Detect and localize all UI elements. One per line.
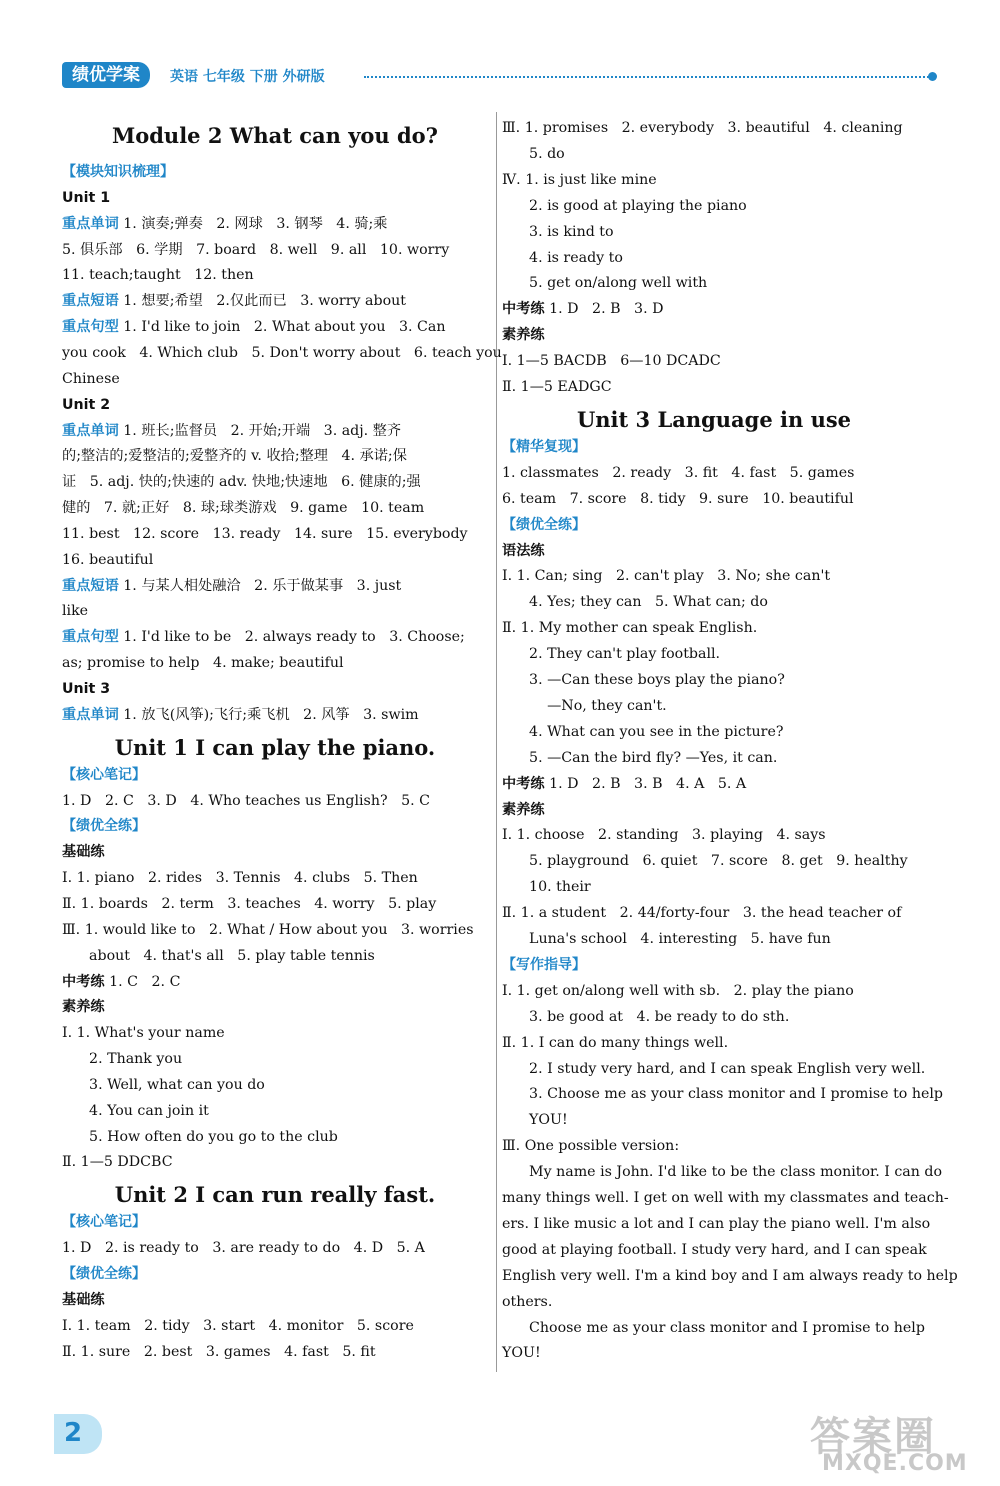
watermark-site: MXQE.COM xyxy=(822,1451,968,1476)
answer-line xyxy=(502,196,747,216)
section-tag: 【绩优全练】 xyxy=(62,1266,146,1282)
answer-line xyxy=(62,317,446,337)
answer-line xyxy=(502,1162,942,1182)
answer-line xyxy=(62,1152,173,1172)
section-tag: 【精华复现】 xyxy=(502,438,586,455)
unit-heading: Unit 3 Language in use xyxy=(576,406,852,432)
line-text: 3. is kind to xyxy=(502,223,614,240)
answer-line xyxy=(502,825,826,845)
line-text: Ⅱ. 1. I can do many things well. xyxy=(502,1034,729,1051)
line-text: 1. D 2. B 3. B 4. A 5. A xyxy=(549,775,747,792)
section-tag: 【绩优全练】 xyxy=(502,516,586,533)
answer-line xyxy=(502,170,657,190)
line-text: 1. I'd like to join 2. What about you 3. Can xyxy=(123,319,446,336)
answer-line xyxy=(502,929,831,949)
answer-line xyxy=(502,1214,930,1234)
answer-line xyxy=(502,1084,943,1104)
answer-line xyxy=(62,1101,209,1121)
answer-line xyxy=(62,1127,338,1147)
line-label: 中考练 xyxy=(62,973,105,990)
line-text: 1. 想要;希望 2.仅此而已 3. worry about xyxy=(123,293,406,310)
answer-line xyxy=(62,291,406,311)
answer-line xyxy=(62,214,388,234)
page-number: 2 xyxy=(64,1418,83,1448)
answer-line xyxy=(62,1316,414,1336)
line-text: 1. 班长;监督员 2. 开始;开端 3. adj. 整齐 xyxy=(123,422,402,439)
line-text: many things well. I get on well with my classmates and teach- xyxy=(502,1190,949,1206)
line-label: 中考练 xyxy=(502,775,545,792)
line-text: as; promise to help 4. make; beautiful xyxy=(62,655,344,672)
answer-line xyxy=(502,903,901,923)
line-text: 1. 与某人相处融洽 2. 乐于做某事 3. just xyxy=(123,577,402,594)
line-text: you cook 4. Which club 5. Don't worry about 6. teach you xyxy=(62,344,502,361)
answer-line xyxy=(62,343,502,363)
line-text: 1. classmates 2. ready 3. fit 4. fast 5. games xyxy=(502,464,855,481)
line-text: 5. —Can the bird fly? —Yes, it can. xyxy=(502,749,778,766)
answer-line xyxy=(62,627,465,647)
line-label: 重点单词 xyxy=(62,706,119,723)
answer-line xyxy=(502,670,785,690)
answer-line xyxy=(62,369,120,389)
line-text: 1. C 2. C xyxy=(109,973,181,990)
answer-line xyxy=(502,273,707,293)
line-text: ers. I like music a lot and I can play the piano well. I'm also xyxy=(502,1215,931,1232)
line-text: Ⅰ. 1. choose 2. standing 3. playing 4. says xyxy=(502,827,826,844)
line-text: Ⅱ. 1. boards 2. term 3. teaches 4. worry 5. play xyxy=(62,895,437,912)
line-text: My name is John. I'd like to be the class monitor. I can do xyxy=(502,1164,943,1181)
answer-line xyxy=(62,1023,225,1043)
line-text: 证 5. adj. 快的;快速的 adv. 快地;快速地 6. 健康的;强 xyxy=(62,474,421,491)
answer-line xyxy=(62,946,375,966)
line-text: 5. How often do you go to the club xyxy=(62,1128,338,1145)
subsection-label: 基础练 xyxy=(62,1291,105,1308)
answer-line xyxy=(502,351,721,371)
answer-line xyxy=(62,972,180,992)
line-text: YOU! xyxy=(502,1345,541,1362)
answer-line xyxy=(502,981,854,1001)
line-text: YOU! xyxy=(502,1112,568,1129)
line-text: like xyxy=(62,603,89,620)
line-label: 重点句型 xyxy=(62,319,119,336)
answer-line xyxy=(502,248,623,268)
line-text: 1. D 2. B 3. D xyxy=(549,301,664,318)
line-text: others. xyxy=(502,1293,553,1310)
answer-line xyxy=(62,550,153,570)
line-label: 中考练 xyxy=(502,301,545,318)
answer-line xyxy=(62,705,419,725)
answer-line xyxy=(502,774,746,794)
answer-line xyxy=(502,1240,927,1260)
line-label: 重点单词 xyxy=(62,422,119,439)
answer-line xyxy=(502,1007,789,1027)
line-text: English very well. I'm a kind boy and I am always ready to help xyxy=(502,1267,958,1284)
line-text: 5. 俱乐部 6. 学期 7. board 8. well 9. all 10. worry xyxy=(62,241,450,258)
line-text: Ⅲ. One possible version: xyxy=(502,1138,680,1155)
line-text: 3. Choose me as your class monitor and I promise to help xyxy=(502,1086,943,1103)
line-text: Ⅰ. 1. get on/along well with sb. 2. play the piano xyxy=(502,982,854,999)
answer-line xyxy=(62,1049,182,1069)
header-dot xyxy=(928,72,937,81)
line-text: 5. playground 6. quiet 7. score 8. get 9. healthy xyxy=(502,853,908,870)
header-dotted-line xyxy=(364,76,932,78)
line-text: Ⅰ. 1. What's your name xyxy=(62,1025,225,1042)
line-label: 重点句型 xyxy=(62,629,119,646)
answer-line xyxy=(502,144,565,164)
module-title: Module 2 What can you do? xyxy=(111,123,438,148)
book-subtitle: 英语 七年级 下册 外研版 xyxy=(170,69,325,85)
answer-line xyxy=(62,576,401,596)
answer-line xyxy=(502,1110,568,1130)
answer-line xyxy=(502,1136,679,1156)
line-text: 3. Well, what can you do xyxy=(62,1076,265,1093)
unit-heading: Unit 2 I can run really fast. xyxy=(114,1182,436,1208)
subsection-label: Unit 3 xyxy=(62,681,111,697)
answer-line xyxy=(502,463,854,483)
line-text: 1. I'd like to be 2. always ready to 3. Choose; xyxy=(123,629,465,646)
answer-line xyxy=(502,1188,949,1208)
line-label: 重点单词 xyxy=(62,215,119,232)
line-text: Ⅱ. 1. My mother can speak English. xyxy=(502,620,758,637)
line-text: good at playing football. I study very hard, and I can speak xyxy=(502,1241,927,1258)
subsection-label: 素养练 xyxy=(62,999,105,1016)
column-divider xyxy=(496,112,497,1372)
answer-line xyxy=(502,1033,728,1053)
line-text: Choose me as your class monitor and I promise to help xyxy=(502,1319,925,1336)
answer-line xyxy=(502,851,908,871)
answer-line xyxy=(62,868,418,888)
line-text: 2. is good at playing the piano xyxy=(502,197,747,214)
line-text: 的;整洁的;爱整洁的;爱整齐的 v. 收拾;整理 4. 承诺;保 xyxy=(62,448,407,465)
answer-line xyxy=(502,566,830,586)
answer-line xyxy=(502,118,903,138)
answer-line xyxy=(502,299,663,319)
line-text: 4. What can you see in the picture? xyxy=(502,723,784,740)
line-text: —No, they can't. xyxy=(502,697,667,714)
answer-line xyxy=(62,601,88,621)
line-text: Luna's school 4. interesting 5. have fun xyxy=(502,931,831,947)
subsection-label: Unit 1 xyxy=(62,189,111,206)
answer-line xyxy=(502,748,777,768)
answer-line xyxy=(502,696,667,716)
answer-line xyxy=(502,1292,552,1312)
answer-line xyxy=(62,653,344,673)
answer-line xyxy=(502,1266,958,1286)
line-text: 4. Yes; they can 5. What can; do xyxy=(502,594,768,611)
answer-line xyxy=(502,1059,925,1079)
line-text: 1. D 2. is ready to 3. are ready to do 4. D 5. A xyxy=(62,1240,425,1257)
answer-line xyxy=(62,894,436,914)
line-text: Chinese xyxy=(62,370,120,387)
page-header xyxy=(62,60,942,90)
line-text: Ⅰ. 1—5 BACDB 6—10 DCADC xyxy=(502,353,721,370)
line-text: 3. be good at 4. be ready to do sth. xyxy=(502,1008,790,1025)
line-text: 16. beautiful xyxy=(62,551,154,568)
section-tag: 【核心笔记】 xyxy=(62,1214,146,1231)
brand-label: 绩优学案 xyxy=(62,62,150,88)
line-text: 5. get on/along well with xyxy=(502,275,708,292)
answer-line xyxy=(62,498,424,518)
answer-line xyxy=(502,722,783,742)
answer-line xyxy=(62,446,407,466)
answer-line xyxy=(502,644,720,664)
answer-line xyxy=(62,421,401,441)
line-text: 2. They can't play football. xyxy=(502,646,721,663)
line-text: about 4. that's all 5. play table tennis xyxy=(62,947,375,964)
line-text: Ⅳ. 1. is just like mine xyxy=(502,171,657,188)
page-number-tab xyxy=(54,1414,102,1454)
line-text: Ⅰ. 1. piano 2. rides 3. Tennis 4. clubs 5. Then xyxy=(62,870,418,887)
line-text: 2. Thank you xyxy=(62,1051,183,1068)
line-text: Ⅱ. 1. a student 2. 44/forty-four 3. the head teacher of xyxy=(502,905,902,922)
answer-line xyxy=(62,240,449,260)
answer-line xyxy=(62,472,421,492)
line-text: 5. do xyxy=(502,145,565,162)
subsection-label: Unit 2 xyxy=(62,396,111,413)
subsection-label: 素养练 xyxy=(502,801,545,818)
unit-heading: Unit 1 I can play the piano. xyxy=(114,734,436,760)
answer-line xyxy=(502,618,757,638)
line-text: 1. 演奏;弹奏 2. 网球 3. 钢琴 4. 骑;乘 xyxy=(123,215,388,232)
section-tag: 【绩优全练】 xyxy=(62,818,146,835)
answer-line xyxy=(62,791,430,811)
line-text: 3. —Can these boys play the piano? xyxy=(502,672,785,688)
answer-line xyxy=(62,1238,425,1258)
line-text: Ⅲ. 1. promises 2. everybody 3. beautiful 4. cleaning xyxy=(502,120,903,136)
watermark-text: 答案圈 xyxy=(810,1414,936,1460)
answer-line xyxy=(502,592,768,612)
answer-line xyxy=(502,1318,925,1338)
answer-line xyxy=(62,524,468,544)
line-text: Ⅱ. 1. sure 2. best 3. games 4. fast 5. fit xyxy=(62,1343,376,1360)
section-tag: 【写作指导】 xyxy=(502,956,586,973)
answer-line xyxy=(62,920,474,940)
line-text: Ⅰ. 1. Can; sing 2. can't play 3. No; she can't xyxy=(502,568,831,585)
subsection-label: 素养练 xyxy=(502,327,545,344)
line-label: 重点短语 xyxy=(62,293,119,310)
section-tag: 【模块知识梳理】 xyxy=(62,164,174,180)
answer-line xyxy=(62,1075,265,1095)
subsection-label: 基础练 xyxy=(62,844,105,861)
line-text: 4. You can join it xyxy=(62,1102,209,1119)
subsection-label: 语法练 xyxy=(502,542,545,559)
line-text: Ⅱ. 1—5 DDCBC xyxy=(62,1154,173,1171)
answer-line xyxy=(502,877,591,897)
line-text: 6. team 7. score 8. tidy 9. sure 10. beautiful xyxy=(502,490,854,507)
line-text: 1. D 2. C 3. D 4. Who teaches us English? 5. C xyxy=(62,792,431,809)
line-text: 10. their xyxy=(502,879,591,896)
line-label: 重点短语 xyxy=(62,577,119,594)
line-text: 4. is ready to xyxy=(502,249,623,266)
line-text: Ⅱ. 1—5 EADGC xyxy=(502,379,612,395)
line-text: 1. 放飞(风筝);飞行;乘飞机 2. 风筝 3. swim xyxy=(123,706,419,723)
answer-line xyxy=(502,489,854,509)
answer-line xyxy=(502,222,614,242)
watermark-logo xyxy=(800,1405,990,1480)
answer-line xyxy=(62,265,254,285)
line-text: 11. teach;taught 12. then xyxy=(62,267,254,284)
section-tag: 【核心笔记】 xyxy=(62,766,146,783)
answer-line xyxy=(62,1342,376,1362)
line-text: 2. I study very hard, and I can speak English very well. xyxy=(502,1060,926,1077)
answer-line xyxy=(502,1343,541,1363)
line-text: Ⅰ. 1. team 2. tidy 3. start 4. monitor 5. score xyxy=(62,1317,414,1334)
line-text: 11. best 12. score 13. ready 14. sure 15. everybody xyxy=(62,525,468,542)
line-text: Ⅲ. 1. would like to 2. What / How about you 3. worries xyxy=(62,921,474,938)
line-text: 健的 7. 就;正好 8. 球;球类游戏 9. game 10. team xyxy=(62,500,425,517)
answer-line xyxy=(502,377,612,397)
